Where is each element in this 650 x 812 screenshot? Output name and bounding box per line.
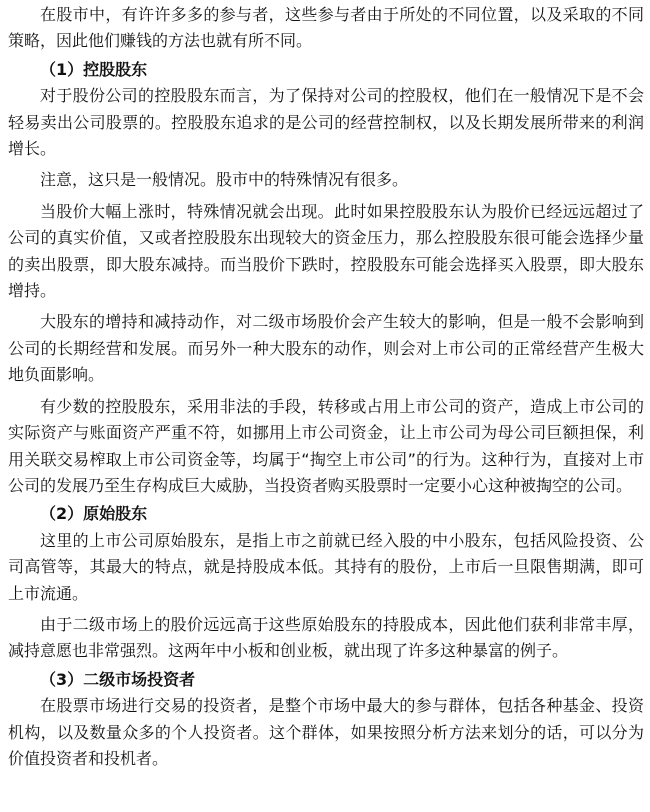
section-heading-secondary-market-investor: （3）二级市场投资者: [40, 669, 196, 689]
paragraph: 对于股份公司的控股股东而言，为了保持对公司的控股权，他们在一般情况下是不会轻易卖出公司股票的。控股股东追求的是公司的经营控制权，以及长期发展所带来的利润增长。: [8, 86, 644, 159]
paragraph: 在股票市场进行交易的投资者，是整个市场中最大的参与群体，包括各种基金、投资机构，以及数量众多的个人投资者。这个群体，如果按照分析方法来划分的话，可以分为价值投资者和投机者。: [8, 696, 644, 768]
section-heading-controlling-shareholder: （1）控股股东: [40, 59, 148, 79]
section-heading-original-shareholder: （2）原始股东: [40, 504, 148, 524]
document-page: [8, 2, 644, 772]
paragraph: 大股东的增持和减持动作，对二级市场股价会产生较大的影响，但是一般不会影响到公司的长期经营和发展。而另外一种大股东的动作，则会对上市公司的正常经营产生极大地负面影响。: [8, 312, 644, 385]
paragraph: 这里的上市公司原始股东，是指上市之前就已经入股的中小股东，包括风险投资、公司高管等，其最大的特点，就是持股成本低。其持有的股份，上市后一旦限售期满，即可上市流通。: [8, 530, 644, 603]
paragraph: 有少数的控股股东，采用非法的手段，转移或占用上市公司的资产，造成上市公司的实际资产与账面资产严重不符，如挪用上市公司资金，让上市公司为母公司巨额担保，利用关联交易榨取上市公司资金等，均属于“掏空上市公司”的行为。这种行为，直接对上市公司的发展乃至生存构成巨大威胁，当投资者购买股票时一定要小心这种被掏空的公司。: [8, 396, 644, 495]
paragraph: 由于二级市场上的股价远远高于这些原始股东的持股成本，因此他们获利非常丰厚，减持意愿也非常强烈。这两年中小板和创业板，就出现了许多这种暴富的例子。: [8, 614, 644, 661]
paragraph: 当股价大幅上涨时，特殊情况就会出现。此时如果控股股东认为股价已经远远超过了公司的真实价值，又或者控股股东出现较大的资金压力，那么控股股东很可能会选择少量的卖出股票，即大股东减持。而当股价下跌时，控股股东可能会选择买入股票，即大股东增持。: [8, 201, 644, 301]
paragraph-intro: 在股市中，有许许多多的参与者，这些参与者由于所处的不同位置，以及采取的不同策略，因此他们赚钱的方法也就有所不同。: [8, 5, 644, 51]
paragraph: 注意，这只是一般情况。股市中的特殊情况有很多。: [40, 170, 409, 190]
